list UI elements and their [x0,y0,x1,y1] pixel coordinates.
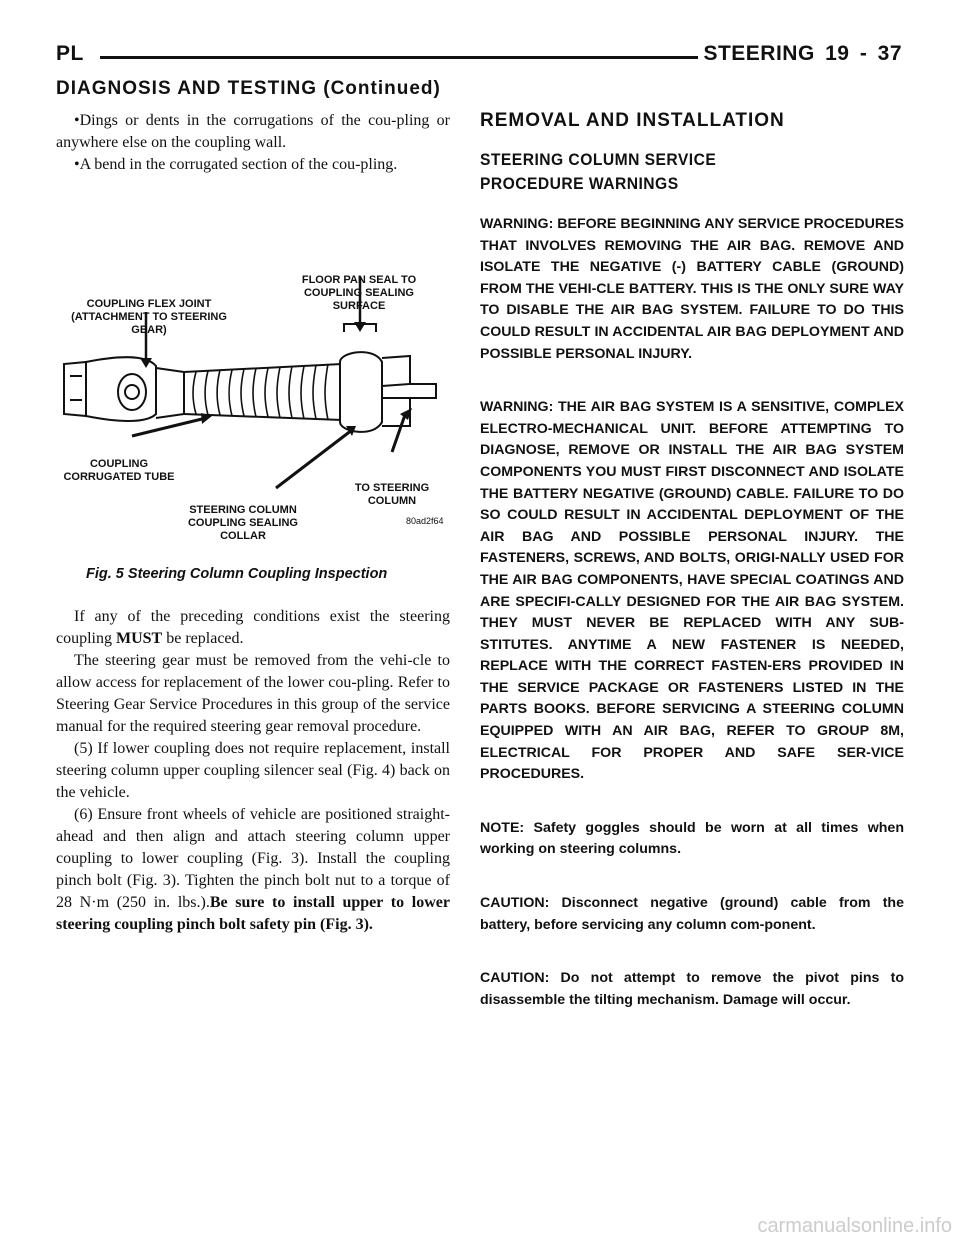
caution-1: CAUTION: Disconnect negative (ground) cable from the battery, before servicing any column com-ponent. [480,895,904,933]
subsection-heading: STEERING COLUMN SERVICE PROCEDURE WARNINGS [480,150,717,193]
bullet-dings: •Dings or dents in the corrugations of the cou-pling or anywhere else on the coupling wall. [56,112,450,151]
figure-id: 80ad2f64 [406,516,444,526]
header-section-code: PL [56,42,84,65]
note-goggles: NOTE: Safety goggles should be worn at all times when working on steering columns. [480,819,904,858]
label-flex-joint: COUPLING FLEX JOINT (ATTACHMENT TO STEERING GEAR) [71,298,227,336]
warning-1: WARNING: BEFORE BEGINNING ANY SERVICE PROCEDURES THAT INVOLVES REMOVING THE AIR BAG. REMOVE AND ISOLATE THE NEGATIVE (-) BATTERY CABLE (GROUND) FROM THE VEHI-CLE BATTERY. THIS IS THE ONLY SURE WAY TO DISABLE THE AIR BAG SYSTEM. FAILURE TO DO THIS COULD RESULT IN ACCIDENTAL AIR BAG DEPLOYMENT AND POSSIBLE PERSONAL INJURY. [480,216,904,362]
right-column [480,110,904,1043]
watermark: carmanualsonline.info [757,1215,952,1237]
label-sealing-collar: STEERING COLUMN COUPLING SEALING COLLAR [187,504,298,542]
header-page-title: STEERING 19 - 37 [703,42,902,65]
caution-2: CAUTION: Do not attempt to remove the pivot pins to disassemble the tilting mechanism. Damage will occur. [480,970,904,1008]
para-step-6: (6) Ensure front wheels of vehicle are positioned straight-ahead and then align and attach steering column upper coupling to lower coupling (Fig. 3). Install the coupling pinch bolt (Fig. 3). Tighten the pinch bolt nut to a torque of 28 N·m (250 in. lbs.).Be sure to install upper to lower steering coupling pinch bolt safety pin (Fig. 3). [56,806,450,933]
label-corrugated-tube: COUPLING CORRUGATED TUBE [63,458,175,483]
coupling-drawing [56,186,450,504]
left-column [56,110,450,936]
header-rule [100,56,698,59]
warning-2: WARNING: THE AIR BAG SYSTEM IS A SENSITIVE, COMPLEX ELECTRO-MECHANICAL UNIT. BEFORE ATTEMPTING TO DIAGNOSE, REMOVE OR INSTALL THE AIR BAG SYSTEM COMPONENTS YOU MUST FIRST DISCONNECT AND ISOLATE THE BATTERY NEGATIVE (GROUND) CABLE. FAILURE TO DO SO COULD RESULT IN ACCIDENTAL DEPLOYMENT OF THE AIR BAG AND POSSIBLE PERSONAL INJURY. THE FASTENERS, SCREWS, AND BOLTS, ORIGI-NALLY USED FOR THE AIR BAG COMPONENTS, HAVE SPECIAL COATINGS AND ARE SPECIFI-CALLY DESIGNED FOR THE AIR BAG SYSTEM. THEY MUST NEVER BE REPLACED WITH ANY SUB-STITUTES. ANYTIME A NEW FASTENER IS NEEDED, REPLACE WITH THE CORRECT FASTEN-ERS PROVIDED IN THE SERVICE PACKAGE OR FASTENERS LISTED IN THE PARTS BOOKS. BEFORE SERVICING A STEERING COLUMN EQUIPPED WITH AN AIR BAG, REFER TO GROUP 8M, ELECTRICAL FOR PROPER AND SAFE SER-VICE PROCEDURES. [480,399,904,783]
section-heading: REMOVAL AND INSTALLATION [480,110,785,131]
para-step-5: (5) If lower coupling does not require replacement, install steering column upper coupling silencer seal (Fig. 4) back on the vehicle. [56,740,450,801]
figure-coupling-inspection [56,186,450,582]
label-floor-pan-seal: FLOOR PAN SEAL TO COUPLING SEALING SURFACE [301,274,417,312]
para-replace-coupling: If any of the preceding conditions exist the steering coupling MUST be replaced. [56,608,450,647]
figure-caption: Fig. 5 Steering Column Coupling Inspection [86,566,388,582]
para-remove-gear: The steering gear must be removed from the vehi-cle to allow access for replacement of the lower cou-pling. Refer to Steering Gear Service Procedures in this group of the service manual for the required steering gear removal procedure. [56,652,450,735]
bullet-bend: •A bend in the corrugated section of the cou-pling. [74,156,398,173]
continued-title: DIAGNOSIS AND TESTING (Continued) [56,78,441,99]
label-to-steering-column: TO STEERING COLUMN [354,482,430,507]
